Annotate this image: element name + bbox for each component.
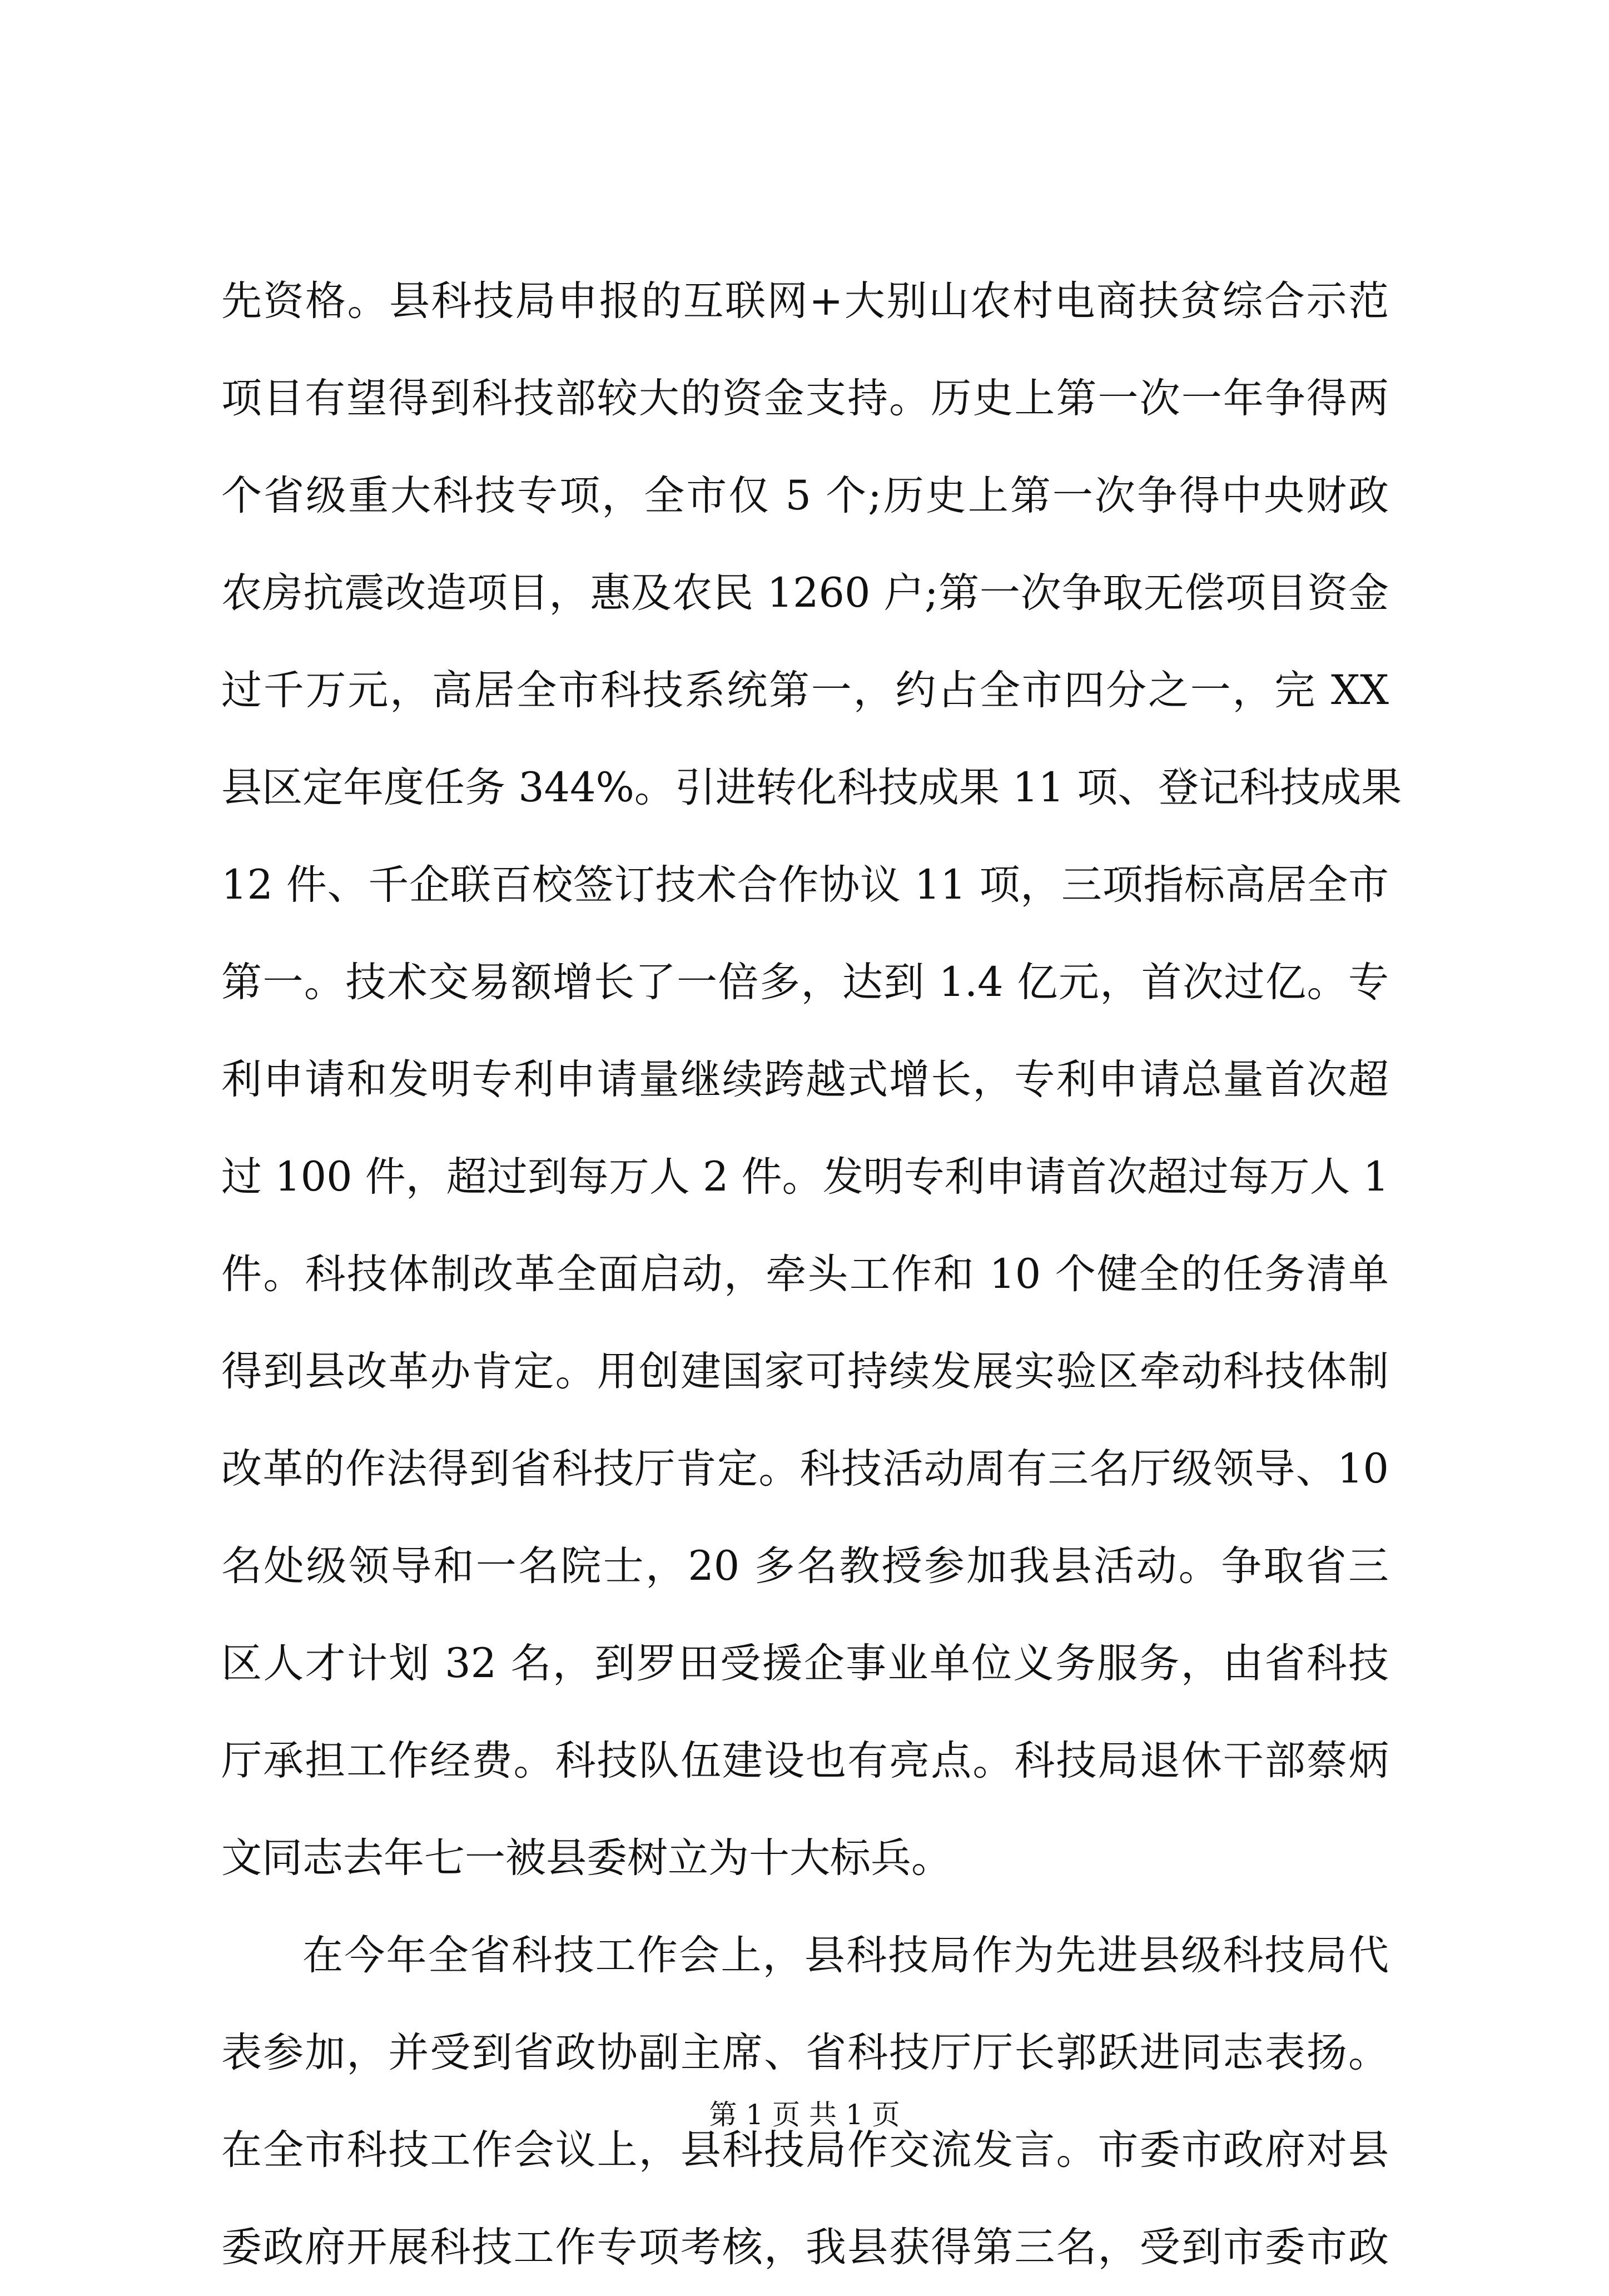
text-line: 过千万元，高居全市科技系统第一，约占全市四分之一，完 XX [221,667,1389,714]
text-line: 个省级重大科技专项，全市仅 5 个;历史上第一次争得中央财政 [221,472,1389,519]
text-line: 先资格。县科技局申报的互联网+大别山农村电商扶贫综合示范 [221,277,1389,325]
text-line: 12 件、千企联百校签订技术合作协议 11 项，三项指标高居全市 [221,861,1389,909]
text-line: 表参加，并受到省政协副主席、省科技厅厅长郭跃进同志表扬。 [221,2029,1389,2076]
text-line: 县区定年度任务 344%。引进转化科技成果 11 项、登记科技成果 [221,764,1402,811]
text-line: 在全市科技工作会议上，县科技局作交流发言。市委市政府对县 [221,2126,1389,2174]
text-line: 在今年全省科技工作会上，县科技局作为先进县级科技局代 [302,1932,1389,1979]
paragraph [221,252,1402,1907]
text-line: 得到县改革办肯定。用创建国家可持续发展实验区牵动科技体制 [221,1348,1389,1395]
text-line: 改革的作法得到省科技厅肯定。科技活动周有三名厅级领导、10 [221,1445,1389,1492]
document-body [221,252,1402,2296]
text-line: 件。科技体制改革全面启动，牵头工作和 10 个健全的任务清单 [221,1251,1389,1298]
text-line: 厅承担工作经费。科技队伍建设也有亮点。科技局退休干部蔡炳 [221,1737,1389,1784]
text-line: 利申请和发明专利申请量继续跨越式增长，专利申请总量首次超 [221,1056,1389,1103]
text-line: 委政府开展科技工作专项考核，我县获得第三名，受到市委市政 [221,2224,1389,2271]
text-line: 过 100 件，超过到每万人 2 件。发明专利申请首次超过每万人 1 [221,1153,1389,1201]
text-line: 文同志去年七一被县委树立为十大标兵。 [221,1834,952,1882]
text-line: 项目有望得到科技部较大的资金支持。历史上第一次一年争得两 [221,375,1389,422]
page-footer: 第 1 页 共 1 页 [709,2099,900,2131]
text-line: 第一。技术交易额增长了一倍多，达到 1.4 亿元，首次过亿。专 [221,959,1389,1006]
text-line: 区人才计划 32 名，到罗田受援企事业单位义务服务，由省科技 [221,1640,1389,1687]
text-line: 农房抗震改造项目，惠及农民 1260 户;第一次争取无偿项目资金 [221,569,1389,617]
text-line: 名处级领导和一名院士，20 多名教授参加我县活动。争取省三 [221,1543,1389,1590]
